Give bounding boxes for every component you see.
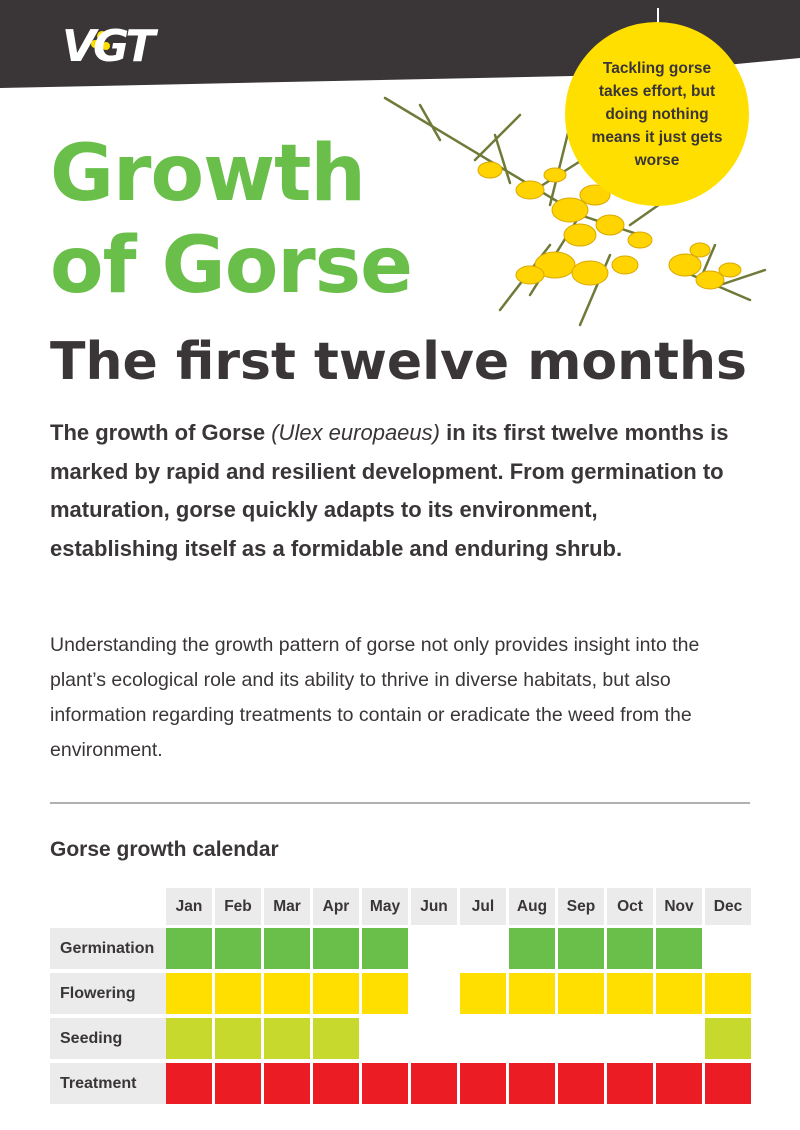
calendar-cell-jan bbox=[166, 973, 212, 1014]
calendar-cell-apr bbox=[313, 928, 359, 969]
calendar-cell-dec bbox=[705, 1063, 751, 1104]
calendar-cell-aug bbox=[509, 1018, 555, 1059]
calendar-cell-jun bbox=[411, 1018, 457, 1059]
calendar-cell-jun bbox=[411, 1063, 457, 1104]
calendar-cell-sep bbox=[558, 928, 604, 969]
month-header: Jul bbox=[460, 888, 506, 925]
calendar-cell-apr bbox=[313, 1063, 359, 1104]
calendar-cell-oct bbox=[607, 1063, 653, 1104]
calendar-cell-aug bbox=[509, 1063, 555, 1104]
calendar-cell-mar bbox=[264, 1063, 310, 1104]
calendar-cell-jul bbox=[460, 1018, 506, 1059]
month-header: Aug bbox=[509, 888, 555, 925]
calendar-cell-oct bbox=[607, 973, 653, 1014]
calendar-cell-may bbox=[362, 928, 408, 969]
section-divider bbox=[50, 802, 750, 804]
calendar-cell-aug bbox=[509, 928, 555, 969]
calendar-cell-may bbox=[362, 1063, 408, 1104]
calendar-cell-jul bbox=[460, 1063, 506, 1104]
calendar-cell-nov bbox=[656, 1063, 702, 1104]
month-header: Jan bbox=[166, 888, 212, 925]
calendar-cell-feb bbox=[215, 928, 261, 969]
calendar-cell-mar bbox=[264, 928, 310, 969]
logo-text: VGT bbox=[62, 21, 153, 72]
month-header: Feb bbox=[215, 888, 261, 925]
title-line-1: Growth bbox=[50, 129, 365, 219]
calendar-cell-may bbox=[362, 1018, 408, 1059]
calendar-cell-sep bbox=[558, 1018, 604, 1059]
calendar-cell-dec bbox=[705, 928, 751, 969]
month-header: Oct bbox=[607, 888, 653, 925]
callout-badge bbox=[565, 22, 749, 206]
body-paragraph: Understanding the growth pattern of gorse not only provides insight into the plant’s ecological role and its ability to thrive in diverse habitats, but also information regarding treatments to contain or eradicate the weed from the environment. bbox=[50, 634, 700, 761]
calendar-cell-nov bbox=[656, 1018, 702, 1059]
badge-text: Tackling gorse takes effort, but doing nothing means it just gets worse bbox=[591, 59, 723, 169]
calendar-cell-jul bbox=[460, 973, 506, 1014]
calendar-cell-jul bbox=[460, 928, 506, 969]
calendar-cell-oct bbox=[607, 928, 653, 969]
lead-paragraph bbox=[50, 414, 730, 568]
month-header: Sep bbox=[558, 888, 604, 925]
calendar-cell-mar bbox=[264, 973, 310, 1014]
month-header: Nov bbox=[656, 888, 702, 925]
page-subtitle: The first twelve months bbox=[50, 332, 747, 392]
calendar-cell-aug bbox=[509, 973, 555, 1014]
calendar-cell-mar bbox=[264, 1018, 310, 1059]
calendar-cell-jan bbox=[166, 1063, 212, 1104]
calendar-cell-sep bbox=[558, 973, 604, 1014]
lead-text-2: in its first twelve months is marked by rapid and resilient development. From germination to maturation, gorse quickly adapts to its environment, establishing itself as a formidable and enduring shrub. bbox=[50, 420, 729, 561]
page-title bbox=[50, 128, 412, 312]
calendar-cell-feb bbox=[215, 973, 261, 1014]
calendar-title: Gorse growth calendar bbox=[50, 838, 279, 861]
vgt-logo[interactable] bbox=[62, 22, 182, 72]
calendar-cell-may bbox=[362, 973, 408, 1014]
calendar-cell-sep bbox=[558, 1063, 604, 1104]
calendar-cell-apr bbox=[313, 1018, 359, 1059]
title-line-2: of Gorse bbox=[50, 221, 413, 311]
calendar-cell-feb bbox=[215, 1063, 261, 1104]
row-label: Seeding bbox=[50, 1018, 172, 1059]
row-label: Flowering bbox=[50, 973, 172, 1014]
calendar-cell-jun bbox=[411, 928, 457, 969]
month-header: Jun bbox=[411, 888, 457, 925]
calendar-cell-dec bbox=[705, 1018, 751, 1059]
calendar-cell-apr bbox=[313, 973, 359, 1014]
species-name: (Ulex europaeus) bbox=[271, 420, 440, 445]
calendar-cell-dec bbox=[705, 973, 751, 1014]
calendar-cell-nov bbox=[656, 928, 702, 969]
row-label: Treatment bbox=[50, 1063, 172, 1104]
calendar-cell-jan bbox=[166, 1018, 212, 1059]
month-header: Dec bbox=[705, 888, 751, 925]
lead-text-1: The growth of Gorse bbox=[50, 420, 272, 445]
calendar-cell-nov bbox=[656, 973, 702, 1014]
month-header: Mar bbox=[264, 888, 310, 925]
month-header: May bbox=[362, 888, 408, 925]
calendar-cell-feb bbox=[215, 1018, 261, 1059]
month-header: Apr bbox=[313, 888, 359, 925]
calendar-cell-oct bbox=[607, 1018, 653, 1059]
calendar-cell-jan bbox=[166, 928, 212, 969]
row-label: Germination bbox=[50, 928, 172, 969]
calendar-cell-jun bbox=[411, 973, 457, 1014]
